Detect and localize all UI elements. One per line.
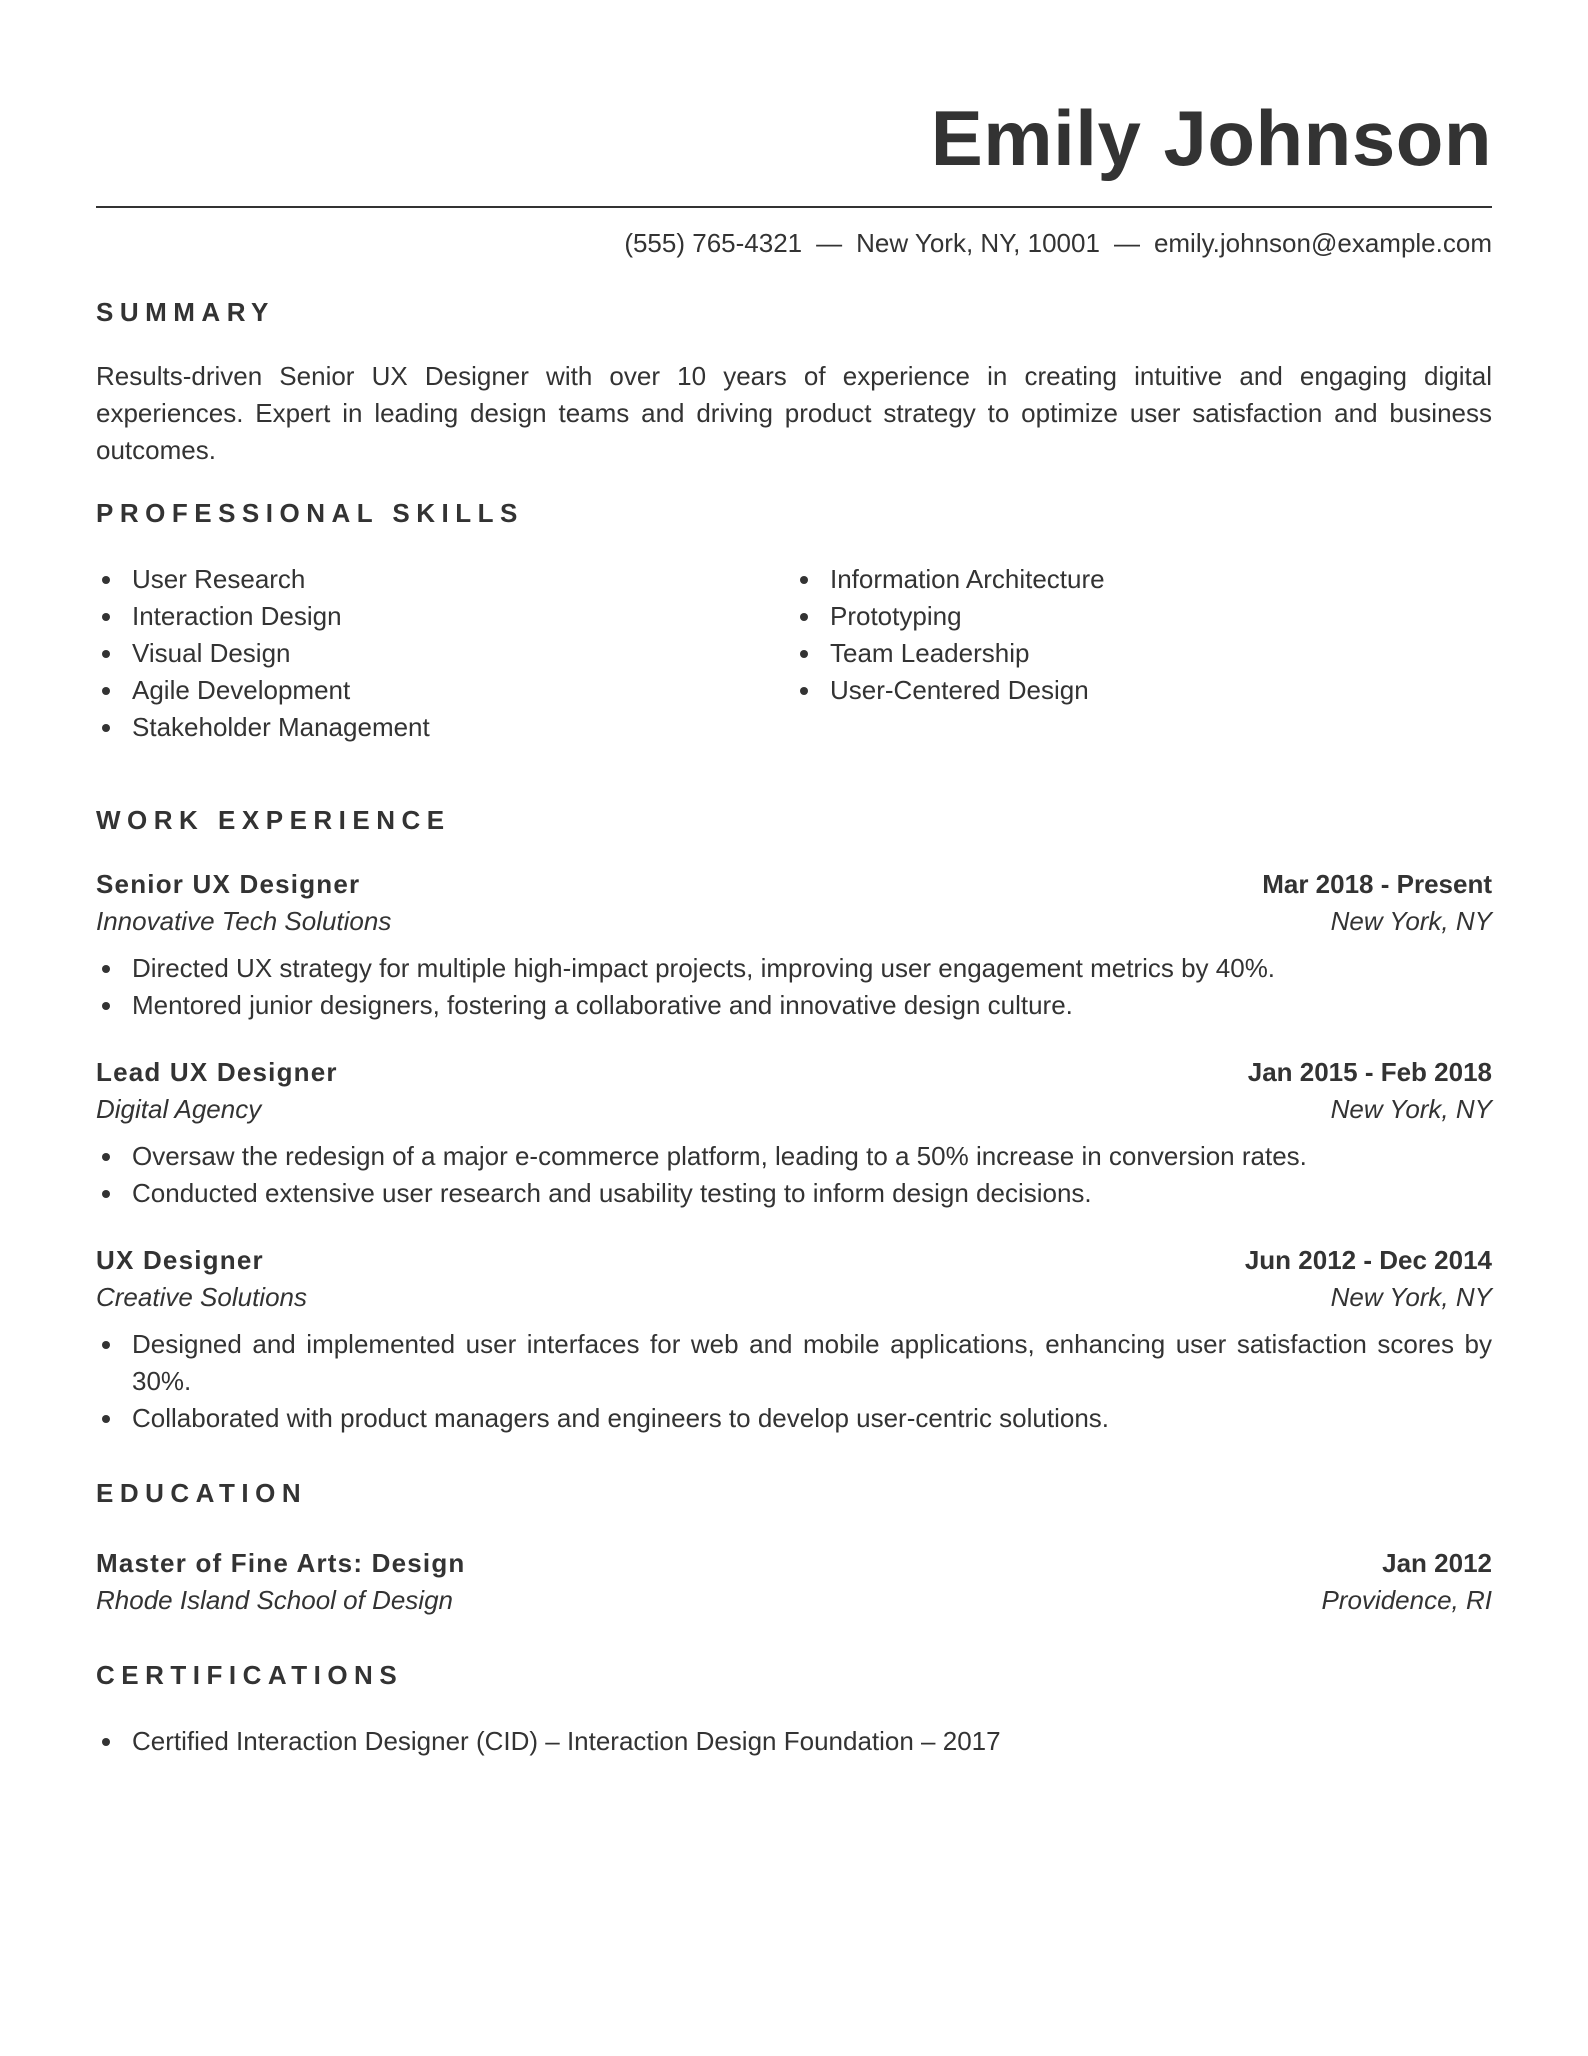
job-bullets [96,950,1492,1024]
job-subheader [96,1279,1492,1316]
job-title: Senior UX Designer [96,869,361,899]
job-company: Innovative Tech Solutions [96,906,392,936]
job-dates: Jan 2015 - Feb 2018 [1247,1057,1492,1087]
job-header [96,1242,1492,1279]
contact-separator: — [1113,228,1140,258]
skills-column-left [96,561,794,746]
job-dates: Jun 2012 - Dec 2014 [1244,1245,1492,1275]
certifications-list [96,1723,1492,1760]
job-header [96,866,1492,903]
education-degree: Master of Fine Arts: Design [96,1548,466,1578]
job-entry [96,1054,1492,1212]
skill-item: Interaction Design [96,598,794,635]
job-company: Digital Agency [96,1094,262,1124]
skills-list [96,561,1492,746]
skill-item: Information Architecture [794,561,1492,598]
job-location: New York, NY [1330,1282,1492,1312]
work-experience-heading: WORK EXPERIENCE [96,805,451,835]
job-bullet: Directed UX strategy for multiple high-impact projects, improving user engagement metrics by 40%. [96,950,1492,987]
contact-phone: (555) 765-4321 [624,228,803,258]
skill-item: Agile Development [96,672,794,709]
job-bullet: Mentored junior designers, fostering a collaborative and innovative design culture. [96,987,1492,1024]
skill-item: User-Centered Design [794,672,1492,709]
candidate-name: Emily Johnson [930,94,1492,182]
contact-line [96,226,1492,260]
job-header [96,1054,1492,1091]
skill-item: User Research [96,561,794,598]
certifications-heading: CERTIFICATIONS [96,1660,404,1690]
education-entry [96,1545,1492,1619]
job-bullets [96,1326,1492,1437]
summary-heading: SUMMARY [96,297,275,327]
job-title: UX Designer [96,1245,264,1275]
education-subheader [96,1582,1492,1619]
education-header [96,1545,1492,1582]
education-location: Providence, RI [1321,1585,1492,1615]
job-bullet: Oversaw the redesign of a major e-commerce platform, leading to a 50% increase in conversion rates. [96,1138,1492,1175]
education-heading: EDUCATION [96,1478,308,1508]
job-location: New York, NY [1330,906,1492,936]
contact-separator: — [816,228,843,258]
job-location: New York, NY [1330,1094,1492,1124]
contact-email[interactable]: emily.johnson@example.com [1153,228,1492,258]
job-company: Creative Solutions [96,1282,307,1312]
job-subheader [96,1091,1492,1128]
education-date: Jan 2012 [1382,1548,1492,1578]
skill-item: Prototyping [794,598,1492,635]
skills-heading: PROFESSIONAL SKILLS [96,498,524,528]
skill-item: Team Leadership [794,635,1492,672]
certification-item: Certified Interaction Designer (CID) – Interaction Design Foundation – 2017 [96,1723,1492,1760]
education-school: Rhode Island School of Design [96,1585,454,1615]
job-entry [96,1242,1492,1437]
job-bullet: Designed and implemented user interfaces for web and mobile applications, enhancing user satisfaction scores by 30%. [96,1326,1492,1400]
job-bullet: Collaborated with product managers and engineers to develop user-centric solutions. [96,1400,1492,1437]
job-bullet: Conducted extensive user research and usability testing to inform design decisions. [96,1175,1492,1212]
skill-item: Stakeholder Management [96,709,794,746]
job-entry [96,866,1492,1024]
skills-column-right [794,561,1492,746]
job-dates: Mar 2018 - Present [1262,869,1492,899]
job-subheader [96,903,1492,940]
header-divider [96,206,1492,208]
summary-text: Results-driven Senior UX Designer with over 10 years of experience in creating intuitive and engaging digital experiences. Expert in leading design teams and driving product strategy to optimize user satisfaction and business outcomes. [96,361,1492,465]
skill-item: Visual Design [96,635,794,672]
job-bullets [96,1138,1492,1212]
job-title: Lead UX Designer [96,1057,338,1087]
contact-location: New York, NY, 10001 [856,228,1100,258]
